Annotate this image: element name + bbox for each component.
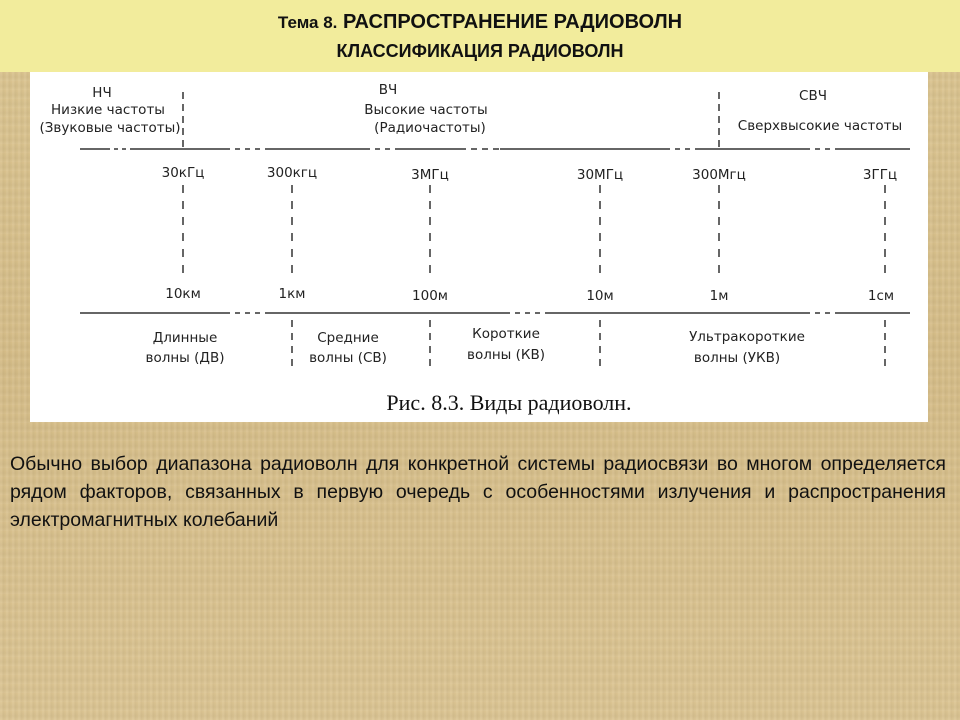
band-ukv-line1: Ультракороткие	[689, 329, 805, 345]
freq-label: 300Мгц	[692, 167, 746, 183]
band-vch-note: (Радиочастоты)	[374, 120, 486, 136]
title-bar	[0, 0, 960, 72]
band-vch-name: Высокие частоты	[364, 102, 488, 118]
radio-wave-diagram	[30, 72, 928, 422]
freq-label: 30кГц	[161, 165, 205, 181]
wavelength-label: 1см	[867, 288, 895, 304]
diagram-svg	[30, 72, 928, 422]
slide-subtitle: КЛАССИФИКАЦИЯ РАДИОВОЛН	[336, 41, 624, 61]
band-nch-name: Низкие частоты	[51, 102, 165, 118]
title-main: РАСПРОСТРАНЕНИЕ РАДИОВОЛН	[342, 11, 683, 33]
band-ukv-line2: волны (УКВ)	[693, 350, 781, 366]
band-sv-line1: Средние	[317, 330, 379, 346]
band-nch-abbr: НЧ	[92, 85, 112, 101]
freq-label: 3МГц	[411, 167, 449, 183]
vertical-dividers	[183, 185, 885, 280]
freq-label: 300кгц	[266, 165, 318, 181]
band-svch-name: Сверхвысокие частоты	[737, 118, 903, 134]
freq-label: 30МГц	[576, 167, 624, 183]
band-svch-abbr: СВЧ	[799, 88, 827, 104]
band-nch-note: (Звуковые частоты)	[39, 120, 181, 136]
freq-label: 3ГГц	[862, 167, 898, 183]
band-vch-abbr: ВЧ	[378, 82, 398, 98]
band-dv-line2: волны (ДВ)	[145, 350, 225, 366]
wavelength-label: 10м	[586, 288, 614, 304]
wavelength-label: 1м	[709, 288, 729, 304]
body-paragraph: Обычно выбор диапазона радиоволн для конкретной системы радиосвязи во многом определяется рядом факторов, связанных в первую очередь с особенностями излучения и распространения электромагнитных колебаний	[10, 453, 946, 531]
wavelength-label: 100м	[412, 288, 448, 304]
band-kv-line2: волны (КВ)	[466, 347, 546, 363]
band-dv-line1: Длинные	[152, 330, 218, 346]
wavelength-label: 1км	[278, 286, 306, 302]
wavelength-label: 10км	[165, 286, 201, 302]
band-kv-line1: Короткие	[472, 326, 540, 342]
title-prefix: Тема 8.	[277, 13, 338, 32]
slide-title	[0, 11, 960, 34]
figure-caption: Рис. 8.3. Виды радиоволн.	[386, 390, 632, 415]
band-sv-line2: волны (СВ)	[309, 350, 387, 366]
